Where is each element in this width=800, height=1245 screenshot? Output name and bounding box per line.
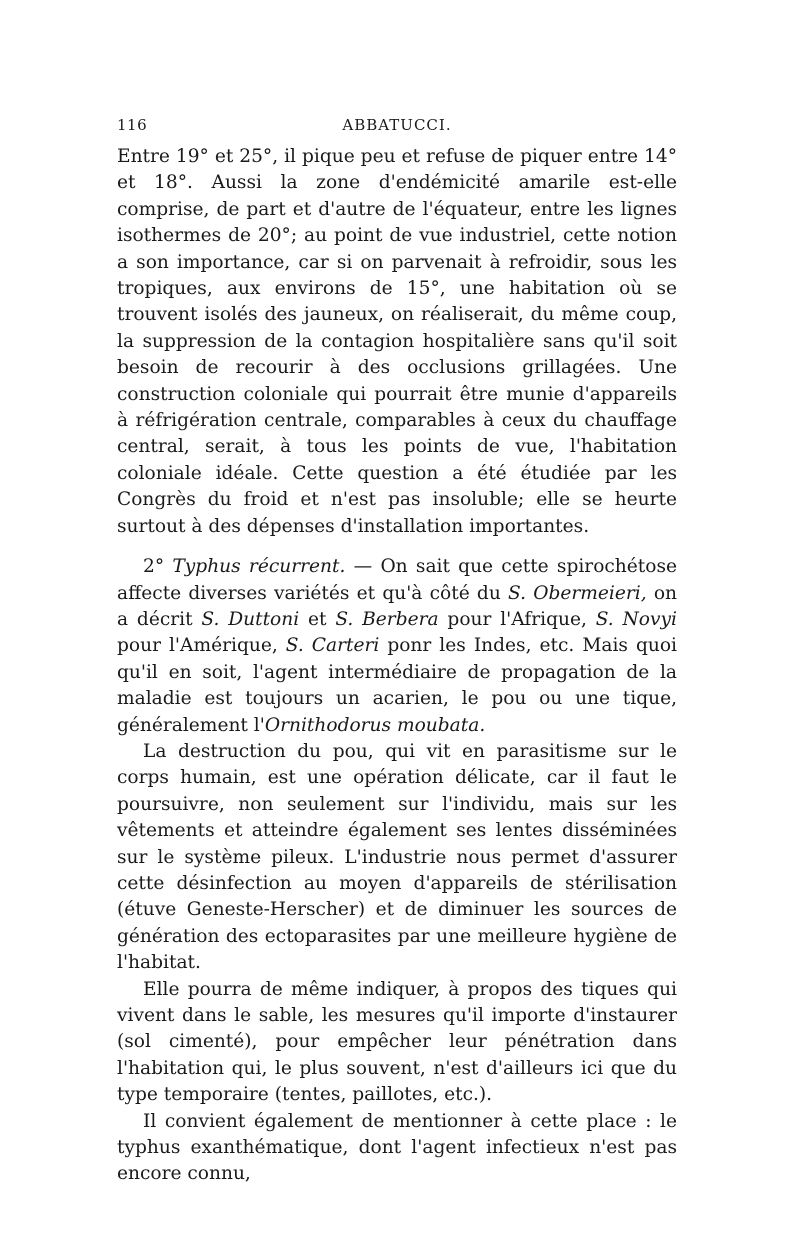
running-title: ABBATUCCI.: [342, 116, 452, 134]
paragraph-exanthematic-typhus: Il convient également de mentionner à cette place : le typhus exanthématique, dont l'agent infectieux n'est pas encore connu,: [117, 1110, 677, 1185]
species-name: Ornithodorus moubata.: [264, 714, 486, 736]
species-name: S. Novyi: [595, 608, 677, 630]
paragraph-relapsing-typhus: [117, 554, 677, 739]
paragraph-louse-destruction: La destruction du pou, qui vit en parasitisme sur le corps humain, est une opération délicate, car il faut le poursuivre, non seulement sur l'individu, mais sur les vêtements et atteindre également ses lentes disséminées sur le système pileux. L'industrie nous permet d'assurer cette désinfection au moyen d'appareils de stérilisation (étuve Geneste-Herscher) et de diminuer les sources de génération des ectoparasites par une meilleure hygiène de l'habitat.: [117, 740, 677, 974]
dash: —: [345, 556, 381, 578]
text-segment: et: [299, 608, 336, 630]
page-number: 116: [117, 116, 148, 134]
paragraph-ticks: Elle pourra de même indiquer, à propos des tiques qui vivent dans le sable, les mesures qu'il importe d'instaurer (sol cimenté), pour empêcher leur pénétration dans l'habitation qui, le plus souvent, n'est d'ailleurs ici que du type temporaire (tentes, paillotes, etc.).: [117, 978, 677, 1106]
book-page: [117, 116, 677, 1188]
text-segment: On sait que cette spirochétose affecte diverses variétés et qu'à côté du: [117, 556, 677, 604]
species-name: S. Carteri: [285, 635, 380, 657]
paragraph-yellow-fever-temperature: Entre 19° et 25°, il pique peu et refuse de piquer entre 14° et 18°. Aussi la zone d'endémicité amarile est-elle comprise, de part et d'autre de l'équateur, entre les lignes isothermes de 20°; au point de vue industriel, cette notion a son importance, car si on parvenait à refroidir, sous les tropiques, aux environs de 15°, une habitation où se trouvent isolés des jauneux, on réaliserait, du même coup, la suppression de la contagion hospitalière sans qu'il soit besoin de recourir à des occlusions grillagées. Une construction coloniale qui pourrait être munie d'appareils à réfrigération centrale, comparables à ceux du chauffage central, serait, à tous les points de vue, l'habitation coloniale idéale. Cette question a été étudiée par les Congrès du froid et n'est pas insoluble; elle se heurte surtout à des dépenses d'installation importantes.: [117, 146, 677, 537]
text-segment: on a décrit: [117, 582, 677, 630]
text-segment: pour l'Afrique,: [438, 608, 596, 630]
species-name: S. Obermeieri,: [508, 582, 647, 604]
text-segment: pour l'Amérique,: [117, 635, 286, 657]
species-name: S. Berbera: [335, 608, 439, 630]
text-segment: ponr les Indes, etc. Mais quoi qu'il en soit, l'agent intermédiaire de propagation de la maladie est toujours un acarien, le pou ou une tique, généralement l': [117, 635, 677, 736]
section-title: Typhus récurrent.: [172, 556, 346, 578]
section-number: 2°: [143, 556, 165, 578]
species-name: S. Duttoni: [201, 608, 300, 630]
running-header: [117, 116, 677, 144]
